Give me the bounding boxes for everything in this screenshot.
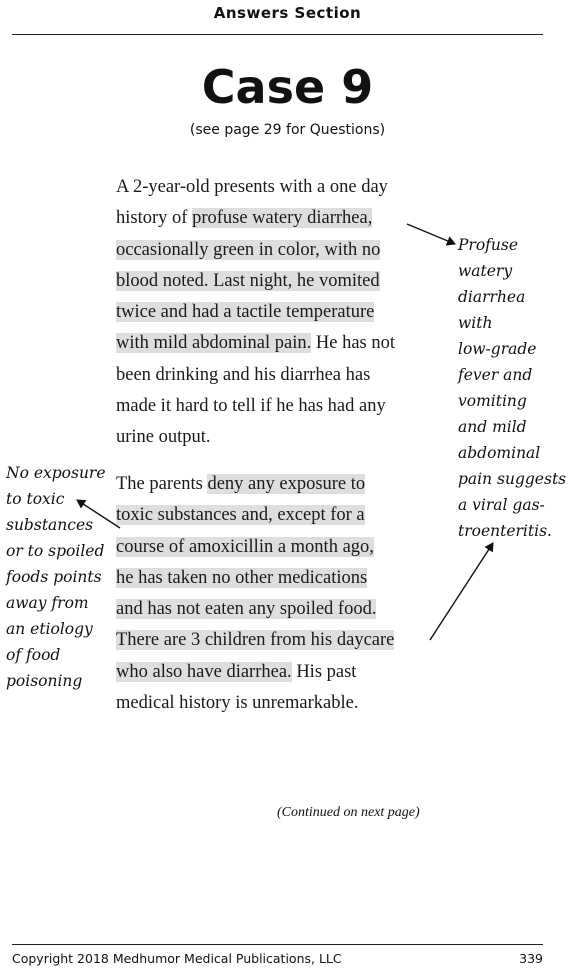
highlighted-text: he has taken no other medications — [116, 567, 368, 588]
text-line: A 2-year-old presents with a one day — [116, 177, 388, 197]
page-number: 339 — [519, 951, 543, 966]
highlighted-text: course of amoxicillin a month ago, — [116, 536, 374, 557]
note-line: with — [458, 314, 493, 332]
note-line: away from — [6, 594, 89, 612]
note-line: troenteritis. — [458, 522, 552, 540]
note-line: fever and — [458, 366, 533, 384]
highlighted-text: profuse watery diarrhea, — [192, 208, 373, 229]
case-title: Case 9 — [201, 60, 374, 114]
note-line: watery — [458, 262, 513, 280]
note-line: to toxic — [6, 490, 65, 508]
arrow-to-toxic-note — [77, 500, 120, 528]
highlighted-text: twice and had a tactile temperature — [116, 302, 375, 323]
note-line: low-grade — [458, 340, 537, 358]
text-segment: His past — [291, 661, 357, 682]
text-segment: The parents — [116, 474, 208, 494]
text-segment: history of — [116, 208, 193, 229]
note-line: diarrhea — [458, 288, 526, 306]
note-line: Profuse — [458, 236, 519, 254]
highlighted-text: and has not eaten any spoiled food. — [116, 599, 377, 620]
case-subtitle: (see page 29 for Questions) — [189, 122, 386, 138]
text-line: been drinking and his diarrhea has — [116, 364, 371, 385]
note-line: pain suggests — [458, 470, 567, 488]
note-line: foods points — [6, 568, 102, 586]
text-line: made it hard to tell if he has had any — [116, 396, 386, 417]
note-line: abdominal — [458, 444, 541, 462]
arrow-from-daycare-note — [430, 543, 493, 640]
highlighted-text: occasionally green in color, with no — [116, 239, 381, 260]
text-line: medical history is unremarkable. — [116, 693, 359, 714]
note-line: or to spoiled — [6, 542, 105, 560]
highlighted-text: with mild abdominal pain. — [116, 333, 312, 354]
note-line: substances — [6, 516, 94, 534]
section-header: Answers Section — [213, 4, 362, 22]
highlighted-text: toxic substances and, except for a — [116, 505, 365, 526]
highlighted-text: deny any exposure to — [207, 474, 366, 494]
footer-divider — [12, 944, 543, 945]
copyright-text: Copyright 2018 Medhumor Medical Publications, LLC — [12, 951, 342, 966]
arrow-to-diarrhea-note — [407, 224, 455, 244]
note-line: of food — [6, 646, 61, 664]
note-line: a viral gas- — [458, 496, 545, 514]
note-line: poisoning — [6, 672, 83, 690]
continued-note: (Continued on next page) — [277, 805, 420, 820]
note-line: No exposure — [6, 464, 106, 482]
note-line: vomiting — [458, 392, 527, 410]
note-line: an etiology — [6, 620, 93, 638]
note-line: and mild — [458, 418, 527, 436]
text-line: urine output. — [116, 427, 211, 448]
highlighted-text: who also have diarrhea. — [116, 661, 292, 682]
highlighted-text: blood noted. Last night, he vomited — [116, 270, 380, 291]
text-segment: He has not — [311, 333, 396, 354]
highlighted-text: There are 3 children from his daycare — [116, 630, 395, 651]
